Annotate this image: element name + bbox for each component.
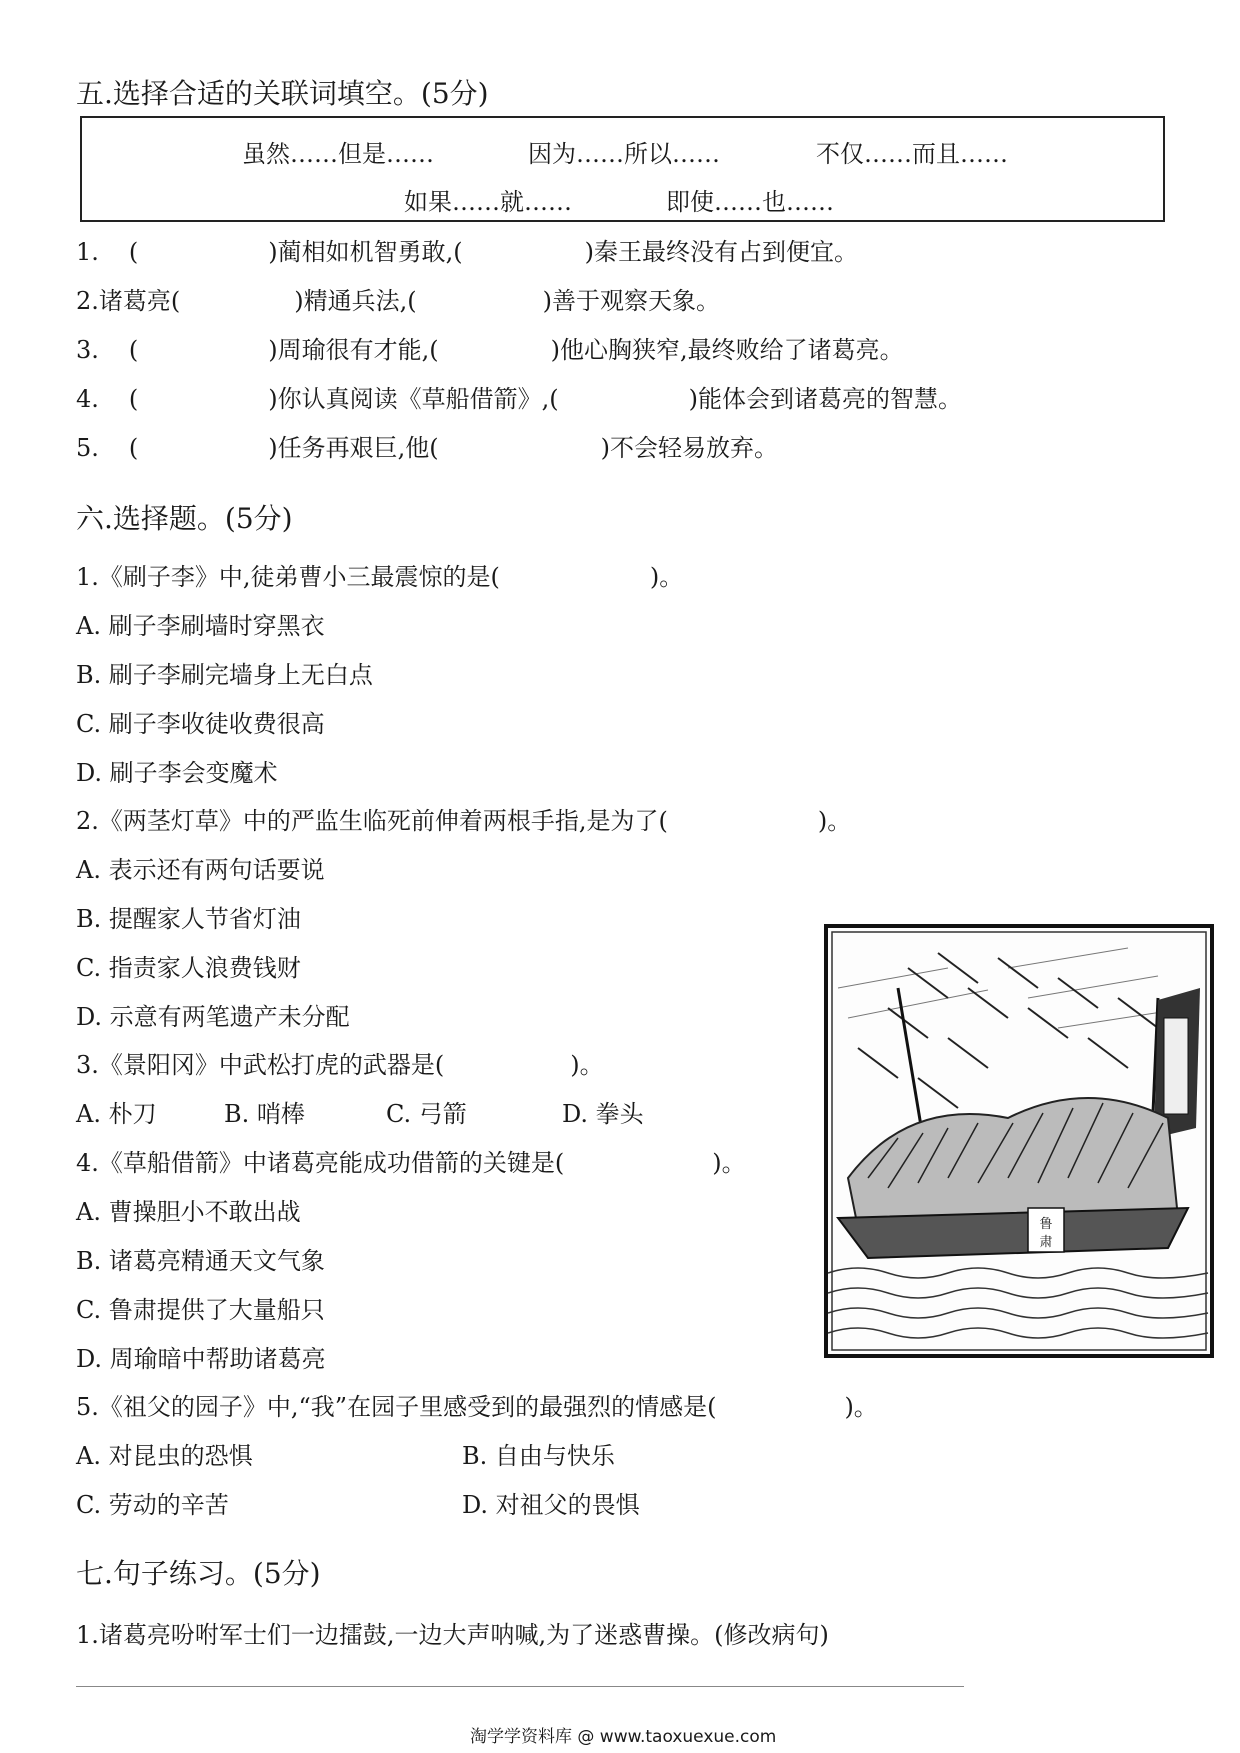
option-2d[interactable]: D. 示意有两笔遗产未分配 xyxy=(76,1003,350,1031)
option-5d[interactable]: D. 对祖父的畏惧 xyxy=(462,1491,640,1519)
question-stem: 4.《草船借箭》中诸葛亮能成功借箭的关键是( xyxy=(76,1149,565,1177)
question-stem-end: )。 xyxy=(844,1393,878,1421)
question-1 xyxy=(76,557,683,592)
item-text: 他心胸狭窄,最终败给了诸葛亮。 xyxy=(560,336,904,364)
answer-line[interactable] xyxy=(76,1686,964,1687)
item-text: 能体会到诸葛亮的智慧。 xyxy=(698,385,963,413)
option-2c[interactable]: C. 指责家人浪费钱财 xyxy=(76,954,301,982)
fill-item-4: 4. ( )你认真阅读《草船借箭》,( )能体会到诸葛亮的智慧。 xyxy=(76,385,963,413)
word-option: 不仅……而且…… xyxy=(816,140,1008,168)
question-3 xyxy=(76,1045,604,1080)
section-5-heading: 五.选择合适的关联词填空。(5分) xyxy=(76,77,489,110)
option-1b[interactable]: B. 刷子李刷完墙身上无白点 xyxy=(76,661,373,689)
option-4d[interactable]: D. 周瑜暗中帮助诸葛亮 xyxy=(76,1345,326,1373)
option-2b[interactable]: B. 提醒家人节省灯油 xyxy=(76,905,301,933)
question-stem: 5.《祖父的园子》中,“我”在园子里感受到的最强烈的情感是( xyxy=(76,1393,717,1421)
word-option: 如果……就…… xyxy=(404,188,572,216)
item-number: 4. xyxy=(76,385,99,413)
option-1d[interactable]: D. 刷子李会变魔术 xyxy=(76,759,278,787)
question-stem-end: )。 xyxy=(570,1051,604,1079)
question-stem-end: )。 xyxy=(817,807,852,835)
option-1a[interactable]: A. 刷子李刷墙时穿黑衣 xyxy=(76,612,325,640)
item-number: 1. xyxy=(76,238,99,266)
item-text: 你认真阅读《草船借箭》, xyxy=(277,385,550,413)
item-text: 蔺相如机智勇敢, xyxy=(277,238,454,266)
question-stem-end: )。 xyxy=(649,563,684,591)
fill-item-1: 1. ( )蔺相如机智勇敢,( )秦王最终没有占到便宜。 xyxy=(76,238,859,266)
question-5 xyxy=(76,1387,878,1422)
item-text: 秦王最终没有占到便宜。 xyxy=(594,238,859,266)
item-text: 周瑜很有才能, xyxy=(277,336,430,364)
question-stem: 2.《两茎灯草》中的严监生临死前伸着两根手指,是为了( xyxy=(76,807,668,835)
question-stem: 3.《景阳冈》中武松打虎的武器是( xyxy=(76,1051,445,1079)
word-option: 虽然……但是…… xyxy=(242,140,434,168)
fill-item-2: 2.诸葛亮( )精通兵法,( )善于观察天象。 xyxy=(76,287,721,315)
question-stem-end: )。 xyxy=(712,1149,746,1177)
option-4c[interactable]: C. 鲁肃提供了大量船只 xyxy=(76,1296,325,1324)
word-option: 即使……也…… xyxy=(666,188,834,216)
option-3c[interactable]: C. 弓箭 xyxy=(386,1100,467,1128)
option-3d[interactable]: D. 拳头 xyxy=(562,1100,644,1128)
illustration-drawing xyxy=(828,928,1210,1354)
fill-item-3: 3. ( )周瑜很有才能,( )他心胸狭窄,最终败给了诸葛亮。 xyxy=(76,336,904,364)
question-4 xyxy=(76,1143,746,1178)
option-5a[interactable]: A. 对昆虫的恐惧 xyxy=(76,1442,253,1470)
section-7-heading: 七.句子练习。(5分) xyxy=(76,1557,321,1590)
seal-text-bottom: 肃 xyxy=(1039,1235,1053,1250)
item-text: 善于观察天象。 xyxy=(552,287,721,315)
item-number: 3. xyxy=(76,336,99,364)
item-number: 5. xyxy=(76,434,99,462)
sentence-question-1: 1.诸葛亮吩咐军士们一边擂鼓,一边大声呐喊,为了迷惑曹操。(修改病句) xyxy=(76,1621,829,1649)
option-2a[interactable]: A. 表示还有两句话要说 xyxy=(76,856,325,884)
question-2 xyxy=(76,801,851,836)
option-3b[interactable]: B. 哨棒 xyxy=(224,1100,305,1128)
item-text: 不会轻易放弃。 xyxy=(610,434,779,462)
question-stem: 1.《刷子李》中,徒弟曹小三最震惊的是( xyxy=(76,563,500,591)
item-text: 任务再艰巨,他 xyxy=(277,434,430,462)
section-6-heading: 六.选择题。(5分) xyxy=(76,502,293,535)
option-3a[interactable]: A. 朴刀 xyxy=(76,1100,157,1128)
item-number: 2.诸葛亮 xyxy=(76,287,171,315)
straw-boat-illustration xyxy=(824,924,1214,1358)
option-5c[interactable]: C. 劳动的辛苦 xyxy=(76,1491,229,1519)
seal-text-top: 鲁 xyxy=(1039,1217,1053,1232)
fill-item-5: 5. ( )任务再艰巨,他( )不会轻易放弃。 xyxy=(76,434,779,462)
option-5b[interactable]: B. 自由与快乐 xyxy=(462,1442,615,1470)
footer-watermark: 淘学学资料库 @ www.taoxuexue.com xyxy=(470,1727,777,1747)
word-bank-box xyxy=(80,116,1165,222)
word-option: 因为……所以…… xyxy=(528,140,720,168)
option-4a[interactable]: A. 曹操胆小不敢出战 xyxy=(76,1198,301,1226)
item-text: 精通兵法, xyxy=(303,287,408,315)
option-4b[interactable]: B. 诸葛亮精通天文气象 xyxy=(76,1247,325,1275)
option-1c[interactable]: C. 刷子李收徒收费很高 xyxy=(76,710,325,738)
